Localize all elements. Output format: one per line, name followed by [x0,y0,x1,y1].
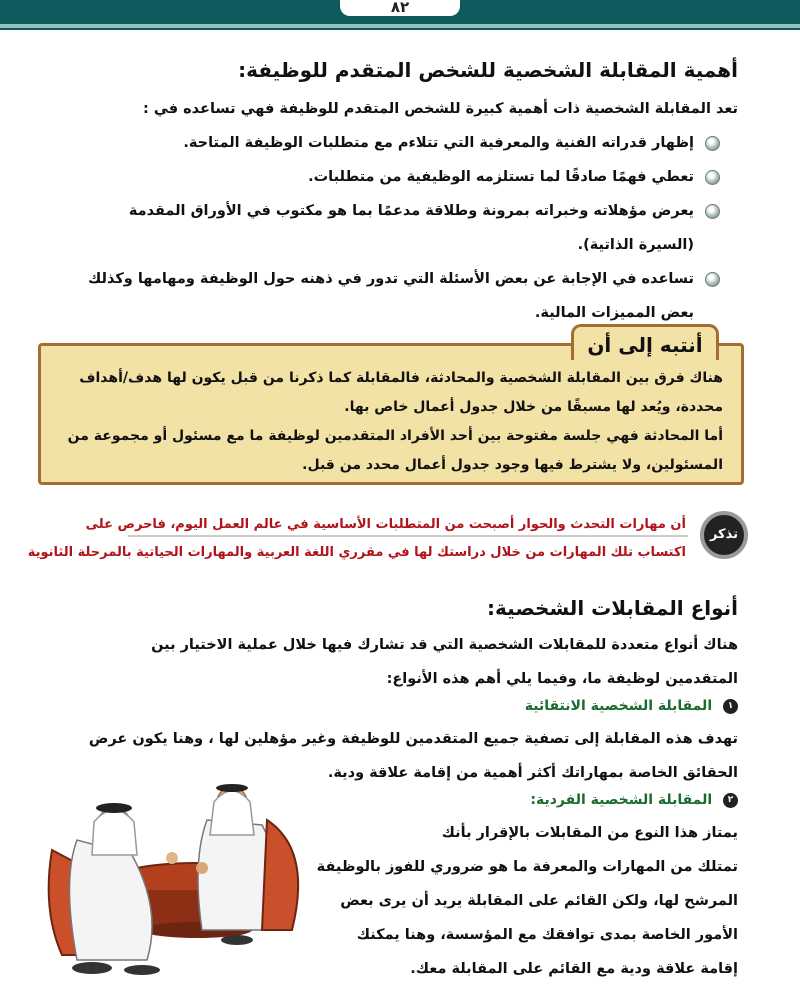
type-2-line: المرشح لها، ولكن القائم على المقابلة يريد أن يرى بعض [340,893,738,909]
interview-illustration-icon [22,780,322,980]
type-2-line: الأمور الخاصة بمدى توافقك مع المؤسسة، وهنا يمكنك [356,927,738,943]
notice-content [53,364,723,480]
remember-divider [128,535,688,537]
notice-title: أنتبه إلى أن [571,324,719,360]
bullet-circle-icon [705,170,720,185]
type-1-title: ١ المقابلة الشخصية الانتقائية [525,698,738,714]
number-badge-icon: ١ [723,699,738,714]
types-intro-line-2: المتقدمين لوظيفة ما، وفيما يلي أهم هذه الأنواع: [386,671,738,687]
section-title-types: أنواع المقابلات الشخصية: [487,596,738,620]
notice-line: أما المحادثة فهي جلسة مفتوحة بين أحد الأفراد المتقدمين لوظيفة ما مع مسئول أو مجموعة من [67,428,723,444]
interview-illustration [22,780,322,980]
page-number: ٨٢ [340,0,460,16]
type-1-line: الحقائق الخاصة بمهاراتك أكثر أهمية من إقامة علاقة ودية. [327,765,738,781]
notice-line: المسئولين، ولا يشترط فيها وجود جدول أعمال محدد من قبل. [302,457,723,473]
remember-line-1: أن مهارات التحدث والحوار أصبحت من المتطلبات الأساسية في عالم العمل اليوم، فاحرص على [85,517,686,532]
number-badge-icon: ٢ [723,793,738,808]
type-2-line: يمتاز هذا النوع من المقابلات بالإقرار بأنك [441,825,738,841]
bullet-circle-icon [705,272,720,287]
list-item: إظهار قدراته الفنية والمعرفية التي تتلاءم مع متطلبات الوظيفة المتاحة. [80,126,720,160]
type-1-line: تهدف هذه المقابلة إلى تصفية جميع المتقدمين للوظيفة وغير مؤهلين لها ، وهنا يكون عرض [88,731,738,747]
page-header-bar [0,0,800,30]
list-item: تساعده في الإجابة عن بعض الأسئلة التي تدور في ذهنه حول الوظيفة ومهامها وكذلك بعض المميزات المالية. [80,262,720,330]
bullet-circle-icon [705,204,720,219]
notice-line: هناك فرق بين المقابلة الشخصية والمحادثة، فالمقابلة كما ذكرنا من قبل يكون لها هدف/أهداف [79,370,723,386]
section-title-importance: أهمية المقابلة الشخصية للشخص المتقدم للوظيفة: [238,58,738,82]
remember-note [27,505,748,571]
section-intro: تعد المقابلة الشخصية ذات أهمية كبيرة للشخص المتقدم للوظيفة فهي تساعده في : [143,101,738,117]
notice-line: محددة، ويُعد لها مسبقًا من خلال جدول أعمال خاص بها. [344,399,723,415]
notice-box [38,333,744,485]
list-item: يعرض مؤهلاته وخبراته بمرونة وطلاقة مدعمًا بما هو مكتوب في الأوراق المقدمة (السيرة الذاتية). [80,194,720,262]
importance-list [80,126,720,330]
remember-badge: تذكر [700,511,748,559]
list-item: تعطي فهمًا صادقًا لما تستلزمه الوظيفية من متطلبات. [80,160,720,194]
type-2-line: تمتلك من المهارات والمعرفة ما هو ضروري للفوز بالوظيفة [316,859,738,875]
type-2-title: ٢ المقابلة الشخصية الفردية: [530,792,738,808]
type-2-line: إقامة علاقة ودية مع القائم على المقابلة معك. [410,961,738,977]
bullet-circle-icon [705,136,720,151]
header-stripe [0,24,800,28]
remember-line-2: اكتساب تلك المهارات من خلال دراستك لها في مقرري اللغة العربية والمهارات الحياتية بالمرحلة الثانوية [27,545,686,560]
types-intro-line-1: هناك أنواع متعددة للمقابلات الشخصية التي قد تشارك فيها خلال عملية الاختيار بين [151,637,738,653]
